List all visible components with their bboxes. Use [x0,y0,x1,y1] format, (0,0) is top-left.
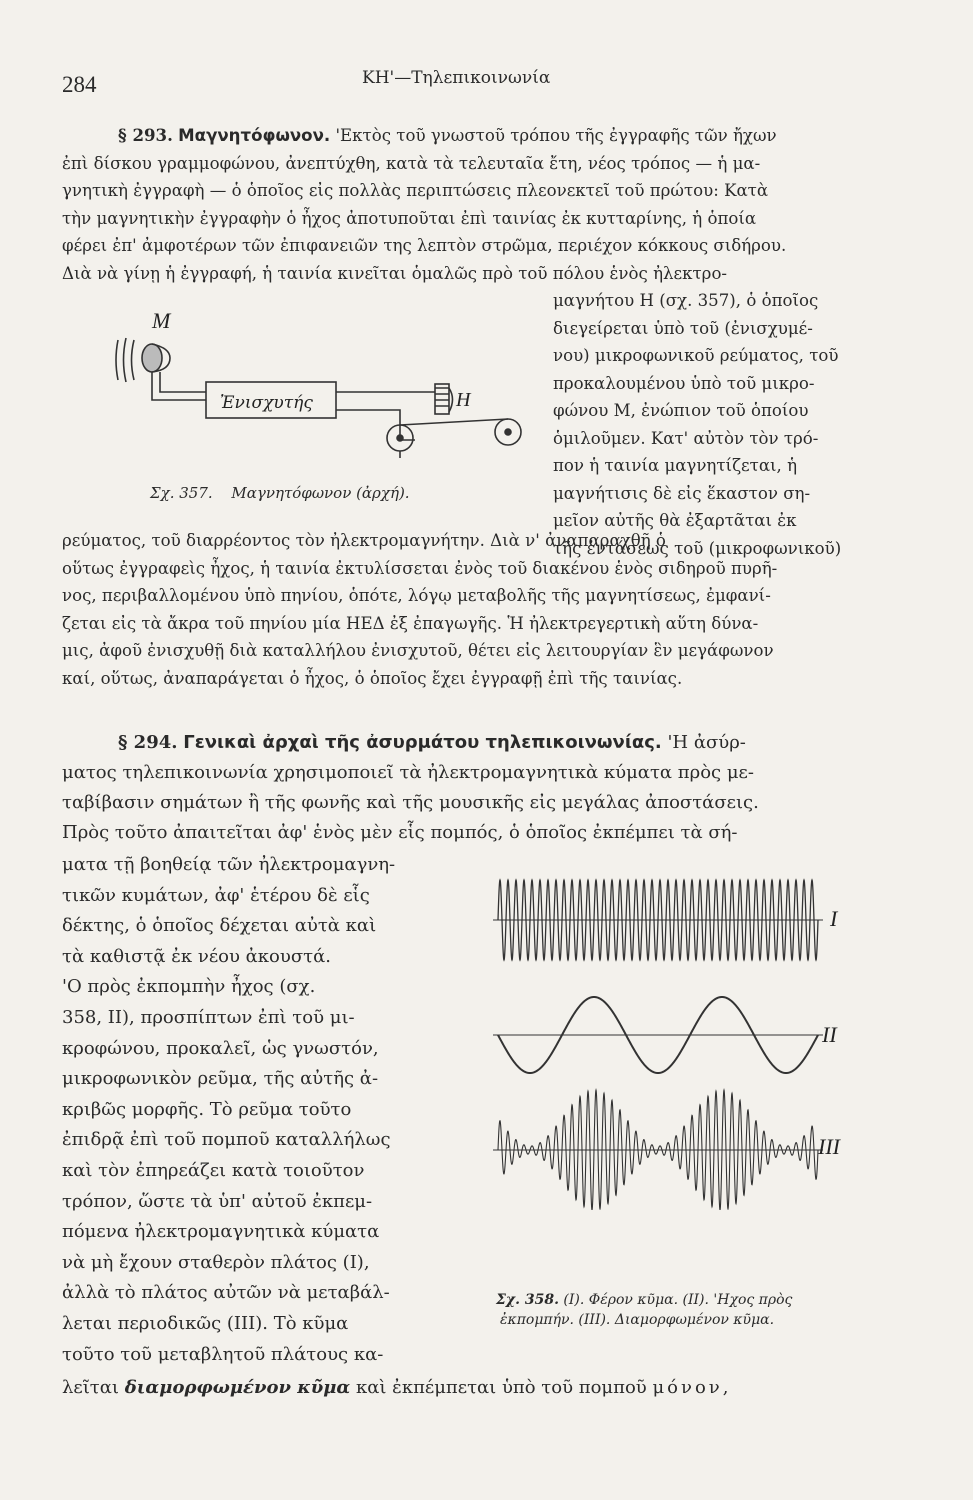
text-line: ὁμιλοῦμεν. Κατ' αὐτὸν τὸν τρό- [553,428,819,448]
text-line [62,1373,872,1403]
text-line: γνητικὴ ἐγγραφὴ — ὁ ὁποῖος εἰς πολλὰς περιπτώσεις πλεονεκτεῖ τοῦ πρώτου: Κατὰ [62,181,769,200]
text-line: οὕτως ἐγγραφεὶς ἦχος, ἡ ταινία ἐκτυλίσσεται ἐνὸς τοῦ διακένου ἑνὸς σιδηροῦ πυρῆ- [62,558,778,578]
section-293-right-column [553,287,873,562]
section-number: § 294. [118,732,178,753]
section-title: Μαγνητόφωνον. [178,126,331,145]
section-294-left-column [62,850,457,1370]
page-header [62,68,873,98]
section-number: § 293. [118,125,173,145]
sound-wave-icon [124,338,127,382]
microphone-icon [142,344,162,372]
text-line: νὰ μὴ ἔχουν σταθερὸν πλάτος (Ι), [62,1251,370,1273]
text-line: τὰ καθιστᾷ ἐκ νέου ἀκουστά. [62,945,331,967]
text-line: τοῦτο τοῦ μεταβλητοῦ πλάτους κα- [62,1343,384,1365]
caption-number: Σχ. 357. [150,484,213,502]
text-line: πον ἡ ταινία μαγνητίζεται, ἡ [553,456,798,475]
text-line: μαγνήτου Η (σχ. 357), ὁ ὁποῖος [553,291,819,310]
figure-358-caption [496,1290,792,1330]
text-line: ἐπὶ δίσκου γραμμοφώνου, ἀνεπτύχθη, κατὰ τὰ τελευταῖα ἔτη, νέος τρόπος — ἡ μα- [62,153,761,173]
text-line: ρεύματος, τοῦ διαρρέοντος τὸν ἠλεκτρομαγνήτην. Διὰ ν' ἀναπαραχθῇ ὁ [62,531,666,550]
label-H: Η [456,389,471,411]
amplifier-label: Ἐνισχυτής [220,393,313,413]
text-line: πόμενα ἠλεκτρομαγνητικὰ κύματα [62,1221,380,1243]
label-I: Ι [830,906,838,931]
text-span: 'Εκτὸς τοῦ γνωστοῦ τρόπου τῆς ἐγγραφῆς τῶν ἤχων [335,126,777,145]
text-line: ματα τῇ βοηθείᾳ τῶν ἠλεκτρομαγνη- [62,854,396,875]
text-line: νου) μικροφωνικοῦ ρεύματος, τοῦ [553,346,839,365]
label-III: ΙΙΙ [818,1134,840,1159]
text-line: ἐπιδρᾷ ἐπὶ τοῦ πομποῦ καταλλήλως [62,1129,391,1151]
text-line: δέκτης, ὁ ὁποῖος δέχεται αὐτὰ καὶ [62,915,377,937]
figure-357-caption [150,484,410,502]
page-number: 284 [62,72,97,97]
text-line: φώνου Μ, ἐνώπιον τοῦ ὁποίου [553,401,809,420]
figure-358-waves [488,860,888,1210]
text-line: μις, ἀφοῦ ἐνισχυθῇ διὰ καταλλήλου ἐνισχυτοῦ, θέτει εἰς λειτουργίαν ἓν μεγάφωνον [62,641,774,660]
label-M: Μ [152,308,171,333]
text-line: 'Ο πρὸς ἐκπομπὴν ἦχος (σχ. [62,976,316,998]
caption-text: (Ι). Φέρον κῦμα. (ΙΙ). 'Ηχος πρὸς [563,1292,793,1308]
caption-line [496,1290,792,1310]
sound-wave-icon [132,340,135,380]
text-line [62,122,872,150]
section-294-intro [62,728,872,848]
caption-text: Μαγνητόφωνον (ἀρχή). [231,484,410,502]
text-line: Πρὸς τοῦτο ἀπαιτεῖται ἀφ' ἑνὸς μὲν εἷς πομπός, ὁ ὁποῖος ἐκπέμπει τὰ σή- [62,822,738,843]
section-293-intro [62,122,872,287]
text-line: μεῖον αὐτῆς θὰ ἐξαρτᾶται ἐκ [553,511,797,530]
text-line: νος, περιβαλλομένου ὑπὸ πηνίου, ὁπότε, λόγῳ μεταβολῆς τῆς μαγνητίσεως, ἐμφανί- [62,586,771,605]
text-line [62,728,872,758]
text-line: τὴν μαγνητικὴν ἐγγραφὴν ὁ ἦχος ἀποτυποῦται ἐπὶ ταινίας ἐκ κυτταρίνης, ἡ ὁποία [62,208,757,228]
running-head: ΚΗ'—Τηλεπικοινωνία [362,68,551,88]
text-line: ματος τηλεπικοινωνία χρησιμοποιεῖ τὰ ἠλεκτρομαγνητικὰ κύματα πρὸς με- [62,762,754,783]
text-line: προκαλουμένου ὑπὸ τοῦ μικρο- [553,373,815,393]
spaced-text: μόνον, [652,1377,732,1398]
text-line: διεγείρεται ὑπὸ τοῦ (ἐνισχυμέ- [553,318,813,338]
text-line: ἀλλὰ τὸ πλάτος αὐτῶν νὰ μεταβάλ- [62,1282,390,1304]
caption-line: ἐκπομπήν. (ΙΙΙ). Διαμορφωμένον κῦμα. [500,1312,775,1328]
text-line: μαγνήτισις δὲ εἰς ἕκαστον ση- [553,483,811,503]
text-line: ταβίβασιν σημάτων ἢ τῆς φωνῆς καὶ τῆς μουσικῆς εἰς μεγάλας ἀποστάσεις. [62,792,759,813]
text-line: τικῶν κυμάτων, ἀφ' ἑτέρου δὲ εἷς [62,884,370,906]
text-span: 'Η ἀσύρ- [667,732,746,753]
text-line: Διὰ νὰ γίνῃ ἡ ἐγγραφή, ἡ ταινία κινεῖται ὁμαλῶς πρὸ τοῦ πόλου ἑνὸς ἠλεκτρο- [62,263,728,283]
section-title: Γενικαὶ ἀρχαὶ τῆς ἀσυρμάτου τηλεπικοινωνίας. [183,732,662,753]
text-line: 358, ΙΙ), προσπίπτων ἐπὶ τοῦ μι- [62,1006,355,1028]
text-span: καὶ ἐκπέμπεται ὑπὸ τοῦ πομποῦ [355,1377,647,1398]
caption-number: Σχ. 358. [496,1292,559,1308]
text-line: μικροφωνικὸν ρεῦμα, τῆς αὐτῆς ἀ- [62,1068,379,1090]
text-line: τῆς ἐντάσεως τοῦ (μικροφωνικοῦ) [553,538,842,558]
label-II: ΙΙ [822,1022,837,1047]
emphasized-term: διαμορφωμένον κῦμα [124,1377,351,1398]
text-line: καί, οὕτως, ἀναπαράγεται ὁ ἦχος, ὁ ὁποῖος ἔχει ἐγγραφῇ ἐπὶ τῆς ταινίας. [62,668,683,688]
text-line: λεται περιοδικῶς (ΙΙΙ). Τὸ κῦμα [62,1312,349,1334]
text-line: ζεται εἰς τὰ ἄκρα τοῦ πηνίου μία ΗΕΔ ἐξ ἐπαγωγῆς. Ἡ ἠλεκτρεγερτικὴ αὕτη δύνα- [62,613,759,633]
section-293-continuation [62,527,872,692]
text-line: κριβῶς μορφῆς. Τὸ ρεῦμα τοῦτο [62,1098,352,1120]
sound-wave-icon [116,340,118,380]
text-line: καὶ τὸν ἐπηρεάζει κατὰ τοιοῦτον [62,1159,365,1181]
text-line: τρόπον, ὥστε τὰ ὑπ' αὐτοῦ ἐκπεμ- [62,1190,373,1212]
text-span: λεῖται [62,1377,119,1398]
text-line: κροφώνου, προκαλεῖ, ὡς γνωστόν, [62,1037,379,1059]
text-line: φέρει ἐπ' ἀμφοτέρων τῶν ἐπιφανειῶν της λεπτὸν στρῶμα, περιέχον κόκκους σιδήρου. [62,236,787,255]
section-294-last-line [62,1373,872,1403]
figure-357-tape-recorder [110,300,540,515]
